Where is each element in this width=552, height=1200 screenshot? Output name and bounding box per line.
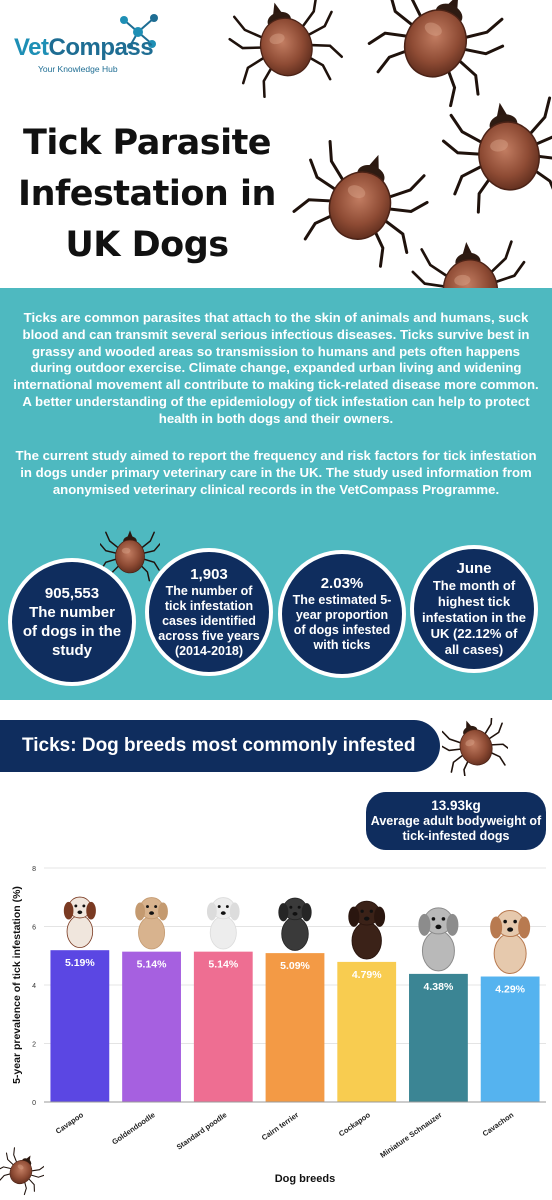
x-tick-label: Miniature Schnauzer xyxy=(378,1110,444,1160)
x-tick-label: Standard poodle xyxy=(174,1110,229,1152)
stat-proportion-infested: 2.03% The estimated 5-year proportion of dogs infested with ticks xyxy=(278,550,406,678)
stat-dogs-in-study: 905,553 The number of dogs in the study xyxy=(8,558,136,686)
stat-infestation-cases: 1,903 The number of tick infestation cases identified across five years (2014-2018) xyxy=(145,548,273,676)
chart-canvas xyxy=(0,850,552,1200)
tick-icon xyxy=(411,237,530,288)
dog-illustration xyxy=(135,898,168,949)
y-tick-label: 6 xyxy=(32,924,36,932)
dog-illustration xyxy=(64,897,96,948)
bar xyxy=(337,962,396,1102)
study-paragraph: The current study aimed to report the frequency and risk factors for tick infestation in dogs under primary veterinary care in the UK. The study used information from anonymised veterinary clinical records in the VetCompass Programme. xyxy=(15,448,537,497)
vetcompass-logo xyxy=(14,12,174,72)
tick-icon xyxy=(439,92,552,216)
tick-icon xyxy=(224,0,349,102)
bar xyxy=(409,974,468,1102)
bar xyxy=(194,952,253,1102)
x-tick-label: Cairn terrier xyxy=(259,1110,301,1143)
dog-illustration xyxy=(490,911,530,974)
y-axis-label: 5-year prevalence of tick infestation (%) xyxy=(11,886,23,1084)
x-axis-label: Dog breeds xyxy=(274,1173,336,1185)
dog-illustration xyxy=(348,901,385,959)
intro-paragraph: Ticks are common parasites that attach to the skin of animals and humans, suck blood and can transmit several serious infectious diseases. Ticks survive best in grassy and wooded areas so transmission to humans and pets often happens during outdoor exercise. Climate change, expanded urban living and widening international movement all contribute to making tick-related disease more common. A better understanding of the epidemiology of tick infestation can help to protect health in both dogs and their owners. xyxy=(13,310,539,426)
data-label: 5.19% xyxy=(64,957,95,970)
stat-peak-month: June The month of highest tick infestation in the UK (22.12% of all cases) xyxy=(410,545,538,673)
data-label: 5.09% xyxy=(280,960,310,973)
breed-prevalence-chart xyxy=(0,850,552,1200)
data-label: 5.14% xyxy=(208,958,239,971)
data-label: 4.79% xyxy=(351,968,382,981)
y-tick-label: 0 xyxy=(32,1100,36,1107)
dog-illustration xyxy=(278,898,311,950)
y-tick-label: 2 xyxy=(32,1041,36,1049)
x-tick-label: Cockapoo xyxy=(336,1110,372,1139)
data-label: 5.14% xyxy=(136,958,167,971)
data-label: 4.38% xyxy=(423,980,454,993)
data-label: 4.29% xyxy=(495,983,526,996)
bodyweight-badge: 13.93kg Average adult bodyweight of tick-infested dogs xyxy=(366,792,546,850)
x-tick-label: Cavachon xyxy=(480,1110,516,1139)
section-banner: Ticks: Dog breeds most commonly infested xyxy=(0,720,440,772)
tick-icon xyxy=(358,0,514,115)
page-title: Tick Parasite Infestation in UK Dogs xyxy=(18,123,276,265)
y-tick-label: 8 xyxy=(32,866,36,873)
y-tick-label: 4 xyxy=(32,983,36,990)
bar xyxy=(266,953,325,1102)
bar xyxy=(50,950,109,1102)
tick-icon xyxy=(442,718,508,776)
bar xyxy=(122,952,181,1102)
dog-illustration xyxy=(418,908,458,971)
logo-tagline: Your Knowledge Hub xyxy=(38,64,118,74)
header xyxy=(0,0,552,288)
tick-icon xyxy=(0,1144,44,1200)
logo-name: VetCompass xyxy=(14,34,154,61)
dog-illustration xyxy=(207,898,240,949)
x-tick-label: Goldendoodle xyxy=(110,1110,157,1147)
tick-icon xyxy=(285,134,437,274)
x-tick-label: Cavapoo xyxy=(53,1110,86,1136)
